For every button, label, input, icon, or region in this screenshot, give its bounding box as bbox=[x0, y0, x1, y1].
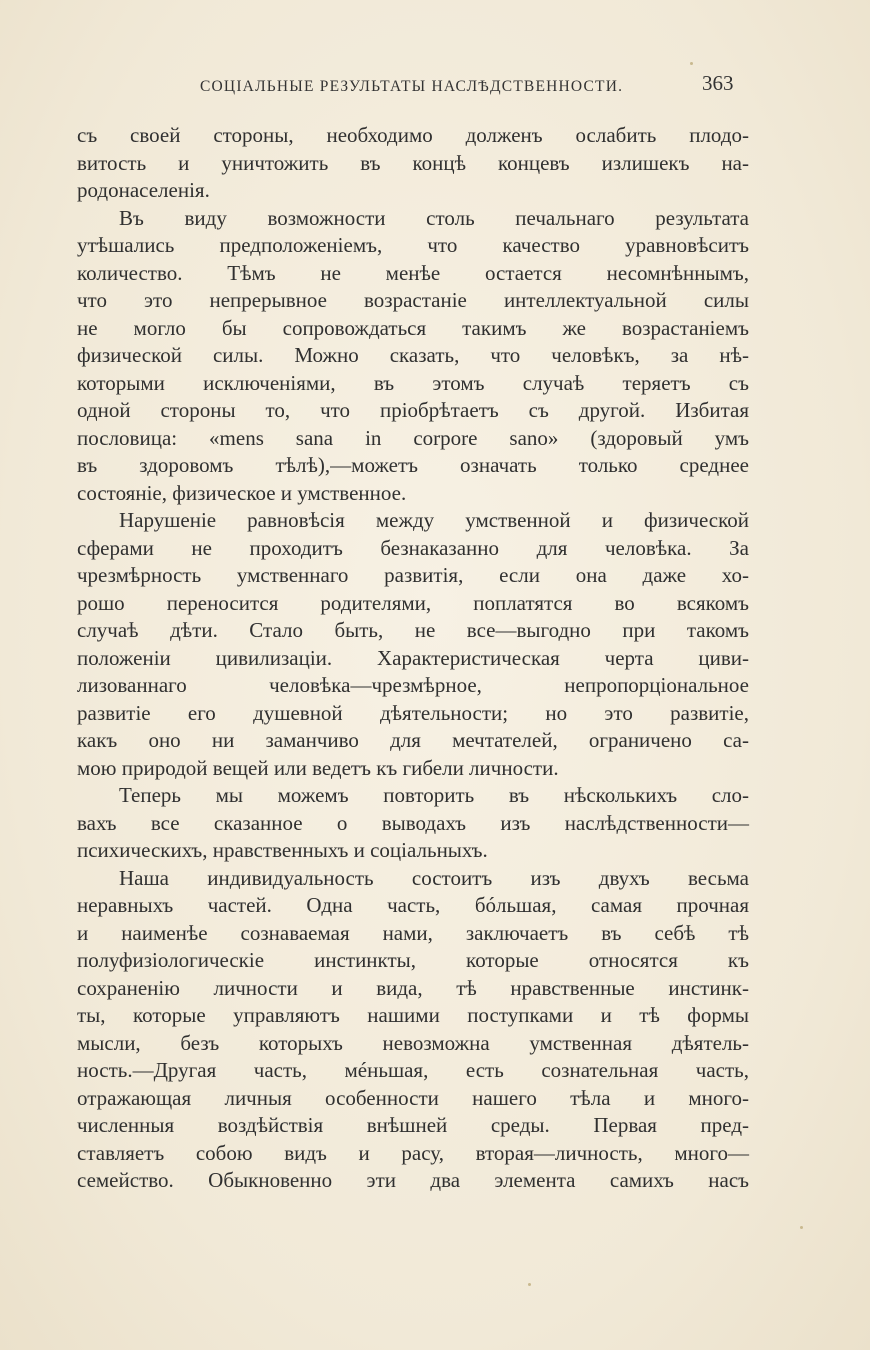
text-line: семейство. Обыкновенно эти два элемента самихъ насъ bbox=[77, 1168, 749, 1192]
text-line: какъ оно ни заманчиво для мечтателей, ограничено са- bbox=[77, 728, 749, 752]
running-title: СОЦIАЛЬНЫЕ РЕЗУЛЬТАТЫ НАСЛѢДСТВЕННОСТИ. bbox=[200, 78, 624, 95]
text-line: мою природой вещей или ведетъ къ гибели личности. bbox=[77, 755, 559, 780]
text-line: Нарушенiе равновѣсiя между умственной и физической bbox=[119, 508, 749, 532]
text-line: лизованнаго человѣка—чрезмѣрное, непропорцiональное bbox=[77, 673, 749, 697]
text-line: чрезмѣрность умственнаго развитiя, если она даже хо- bbox=[77, 563, 749, 587]
text-line: количество. Тѣмъ не менѣе остается несомнѣннымъ, bbox=[77, 260, 749, 285]
text-line: витость и уничтожить въ концѣ концевъ излишекъ на- bbox=[77, 150, 749, 175]
text-line: не могло бы сопровождаться такимъ же возрастанiемъ bbox=[77, 315, 749, 340]
text-line: сферами не проходитъ безнаказанно для человѣка. За bbox=[77, 535, 749, 560]
text-line: положенiи цивилизацiи. Характеристическая черта циви- bbox=[77, 645, 749, 670]
text-line: ты, которые управляютъ нашими поступками и тѣ формы bbox=[77, 1003, 749, 1027]
text-line: родонаселенiя. bbox=[77, 178, 210, 202]
text-line: развитiе его душевной дѣятельности; но это развитiе, bbox=[77, 700, 749, 725]
body-text bbox=[77, 122, 749, 1195]
text-line: одной стороны то, что прiобрѣтаетъ съ другой. Избитая bbox=[77, 398, 749, 422]
text-line: мысли, безъ которыхъ невозможна умственная дѣятель- bbox=[77, 1030, 749, 1055]
paper-speck bbox=[800, 1226, 803, 1229]
text-line: рошо переносится родителями, поплатятся во всякомъ bbox=[77, 590, 749, 615]
paper-speck bbox=[690, 62, 693, 65]
text-line: ставляетъ собою видъ и расу, вторая—личность, много— bbox=[77, 1140, 749, 1165]
text-line: Наша индивидуальность состоитъ изъ двухъ весьма bbox=[119, 865, 749, 890]
text-line: утѣшались предположенiемъ, что качество уравновѣситъ bbox=[77, 233, 749, 257]
text-line: численныя воздѣйствiя внѣшней среды. Первая пред- bbox=[77, 1113, 749, 1137]
text-line: полуфизiологическiе инстинкты, которые относятся къ bbox=[77, 948, 749, 972]
page-number: 363 bbox=[702, 71, 734, 95]
text-line: Въ виду возможности столь печальнаго результата bbox=[119, 205, 749, 230]
text-line: въ здоровомъ тѣлѣ),—можетъ означать только среднее bbox=[77, 453, 749, 477]
text-line: психическихъ, нравственныхъ и соцiальныхъ. bbox=[77, 838, 488, 862]
text-line: вахъ все сказанное о выводахъ изъ наслѣдственности— bbox=[77, 810, 749, 835]
text-line: которыми исключенiями, въ этомъ случаѣ теряетъ съ bbox=[77, 370, 749, 395]
text-line: неравныхъ частей. Одна часть, бóльшая, самая прочная bbox=[77, 893, 749, 917]
text-line: физической силы. Можно сказать, что человѣкъ, за нѣ- bbox=[77, 343, 749, 367]
text-line: сохраненiю личности и вида, тѣ нравственные инстинк- bbox=[77, 975, 749, 1000]
text-line: что это непрерывное возрастанiе интеллектуальной силы bbox=[77, 288, 749, 312]
text-line: отражающая личныя особенности нашего тѣла и много- bbox=[77, 1085, 749, 1110]
text-line: Теперь мы можемъ повторить въ нѣсколькихъ сло- bbox=[119, 783, 749, 807]
text-line: съ своей стороны, необходимо долженъ ослабить плодо- bbox=[77, 123, 749, 147]
text-line: состоянiе, физическое и умственное. bbox=[77, 480, 407, 505]
text-line: пословица: «mens sana in corpore sano» (здоровый умъ bbox=[77, 425, 749, 450]
text-line: и наименѣе сознаваемая нами, заключаетъ въ себѣ тѣ bbox=[77, 920, 749, 945]
text-line: случаѣ дѣти. Стало быть, не все—выгодно при такомъ bbox=[77, 618, 749, 642]
paper-speck bbox=[528, 1283, 531, 1286]
text-line: ность.—Другая часть, мéньшая, есть сознательная часть, bbox=[77, 1058, 749, 1082]
